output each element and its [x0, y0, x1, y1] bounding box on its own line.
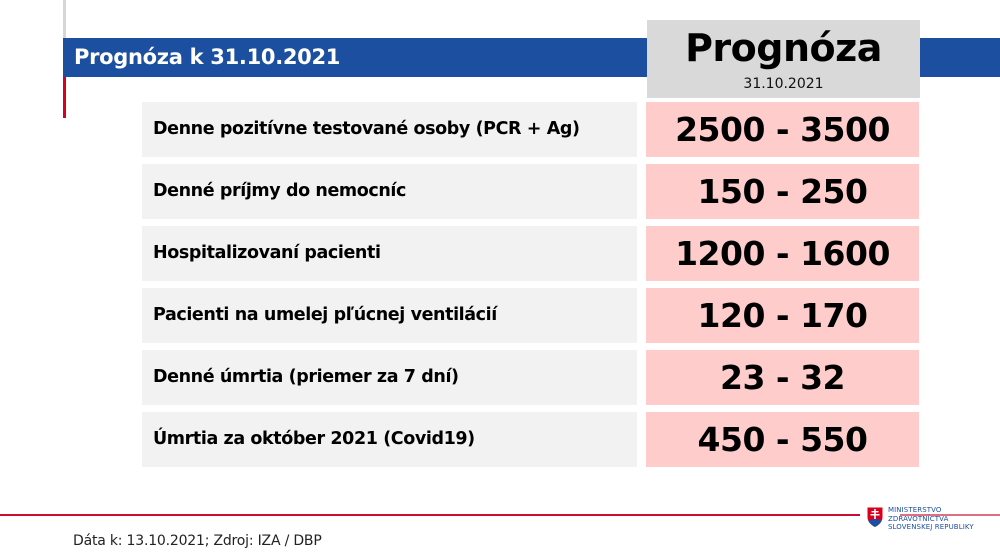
slovak-coat-of-arms-icon [866, 506, 884, 528]
row-value-daily-positive: 2500 - 3500 [646, 102, 919, 157]
logo-line-3: SLOVENSKEJ REPUBLIKY [888, 523, 974, 531]
row-value-daily-admissions: 150 - 250 [646, 164, 919, 219]
page-title: Prognóza k 31.10.2021 [74, 45, 341, 69]
logo-line-2: ZDRAVOTNÍCTVA [888, 514, 949, 523]
row-value-daily-deaths: 23 - 32 [646, 350, 919, 405]
forecast-column-title: Prognóza [685, 26, 882, 70]
ministry-logo [866, 506, 1000, 540]
source-note: Dáta k: 13.10.2021; Zdroj: IZA / DBP [73, 533, 322, 549]
forecast-column-date: 31.10.2021 [743, 76, 824, 92]
row-label-daily-admissions: Denné príjmy do nemocníc [142, 164, 637, 219]
ministry-name [888, 506, 974, 532]
row-value-october-deaths: 450 - 550 [646, 412, 919, 467]
footer-divider [0, 514, 860, 516]
logo-line-1: MINISTERSTVO [888, 506, 942, 514]
row-label-october-deaths: Úmrtia za október 2021 (Covid19) [142, 412, 637, 467]
forecast-column-header [647, 20, 920, 98]
row-label-hospitalized: Hospitalizovaní pacienti [142, 226, 637, 281]
decorative-red-line [63, 77, 66, 118]
decorative-grey-line [63, 0, 66, 38]
row-value-ventilation: 120 - 170 [646, 288, 919, 343]
row-label-ventilation: Pacienti na umelej pľúcnej ventilácií [142, 288, 637, 343]
row-value-hospitalized: 1200 - 1600 [646, 226, 919, 281]
row-label-daily-positive: Denne pozitívne testované osoby (PCR + Ag) [142, 102, 637, 157]
row-label-daily-deaths: Denné úmrtia (priemer za 7 dní) [142, 350, 637, 405]
